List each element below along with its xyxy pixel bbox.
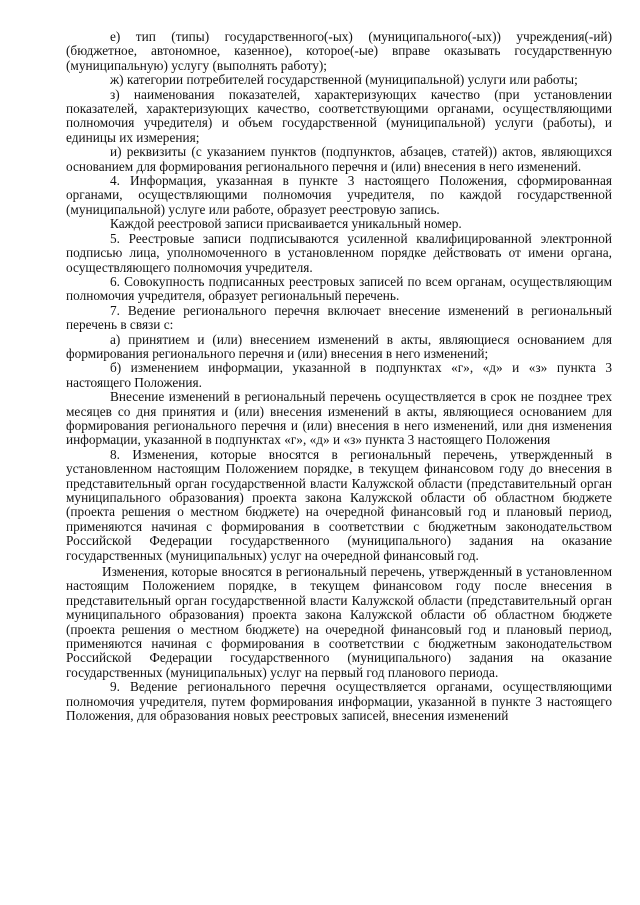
- paragraph-9: 9. Ведение регионального перечня осуществляется органами, осуществляющими полномочия учредителя, путем формирования информации, указанной в пункте 3 настоящего Положения, для образования новых реестровых записей, внесения изменений: [66, 679, 612, 724]
- paragraph-6: 6. Совокупность подписанных реестровых записей по всем органам, осуществляющим полномочия учредителя, образует региональный перечень.: [66, 273, 612, 304]
- paragraph-i: и) реквизиты (с указанием пунктов (подпунктов, абзацев, статей)) актов, являющихся основанием для формирования регионального перечня и (или) внесения в него изменений.: [66, 144, 612, 174]
- paragraph-7b: б) изменением информации, указанной в подпунктах «г», «д» и «з» пункта 3 настоящего Положения.: [66, 360, 612, 390]
- paragraph-changes-deadline: Внесение изменений в региональный перечень осуществляется в срок не позднее трех месяцев со дня принятия и (или) внесения изменений в акты, являющиеся основанием для формирования регионального перечня и (или) внесения в него изменений, или дня изменения информации, указанной в подпунктах «г», «д» и «з» пункта 3 настоящего Положения: [66, 389, 612, 448]
- paragraph-z: з) наименования показателей, характеризующих качество (при установлении показателей, характеризующих качество, соответствующими органами, осуществляющими полномочия учредителя) и объем государственной (муниципальной) услуги (работы), и единицы их измерения;: [66, 86, 612, 145]
- paragraph-7a: а) принятием и (или) внесением изменений в акты, являющиеся основанием для формирования регионального перечня и (или) внесения в него изменений;: [66, 331, 612, 361]
- paragraph-5: 5. Реестровые записи подписываются усиленной квалифицированной электронной подписью лица, уполномоченного в установленном порядке действовать от имени органа, осуществляющего полномочия учредителя.: [66, 230, 612, 275]
- paragraph-8-second: Изменения, которые вносятся в региональный перечень, утвержденный в установленном настоящим Положением порядке, в текущем финансовом году после внесения в представительный орган государственной власти Калужской области (представительный орган муниципального образования) проекта закона Калужской области об областном бюджете (проекта решения о местном бюджете) на очередной финансовый год и плановый период, применяются начиная с формирования в соответствии с бюджетным законодательством Российской Федерации государственного (муниципального) задания на оказание государственных (муниципальных) услуг на первый год планового периода.: [66, 564, 612, 680]
- paragraph-4: 4. Информация, указанная в пункте 3 настоящего Положения, сформированная органами, осуществляющими полномочия учредителя, по каждой государственной (муниципальной) услуге или работе, образует реестровую запись.: [66, 173, 612, 217]
- paragraph-unique-number: Каждой реестровой записи присваивается уникальный номер.: [110, 216, 462, 232]
- paragraph-7: 7. Ведение регионального перечня включает внесение изменений в региональный перечень в связи с:: [66, 302, 612, 333]
- paragraph-zh: ж) категории потребителей государственной (муниципальной) услуги или работы;: [110, 72, 578, 88]
- document-page: [66, 30, 612, 724]
- paragraph-8: 8. Изменения, которые вносятся в региональный перечень, утвержденный в установленном настоящим Положением порядке, в текущем финансовом году до внесения в представительный орган государственной власти Калужской области (представительный орган муниципального образования) проекта закона Калужской области об областном бюджете (проекта решения о местном бюджете) на очередной финансовый год и плановый период, применяются начиная с формирования в соответствии с бюджетным законодательством Российской Федерации государственного (муниципального) задания на оказание государственных (муниципальных) услуг на очередной финансовый год.: [66, 446, 612, 563]
- paragraph-e: е) тип (типы) государственного(-ых) (муниципального(-ых)) учреждения(-ий) (бюджетное, автономное, казенное), которое(-ые) вправе оказывать государственную (муниципальную) услугу (выполнять работу);: [66, 29, 612, 73]
